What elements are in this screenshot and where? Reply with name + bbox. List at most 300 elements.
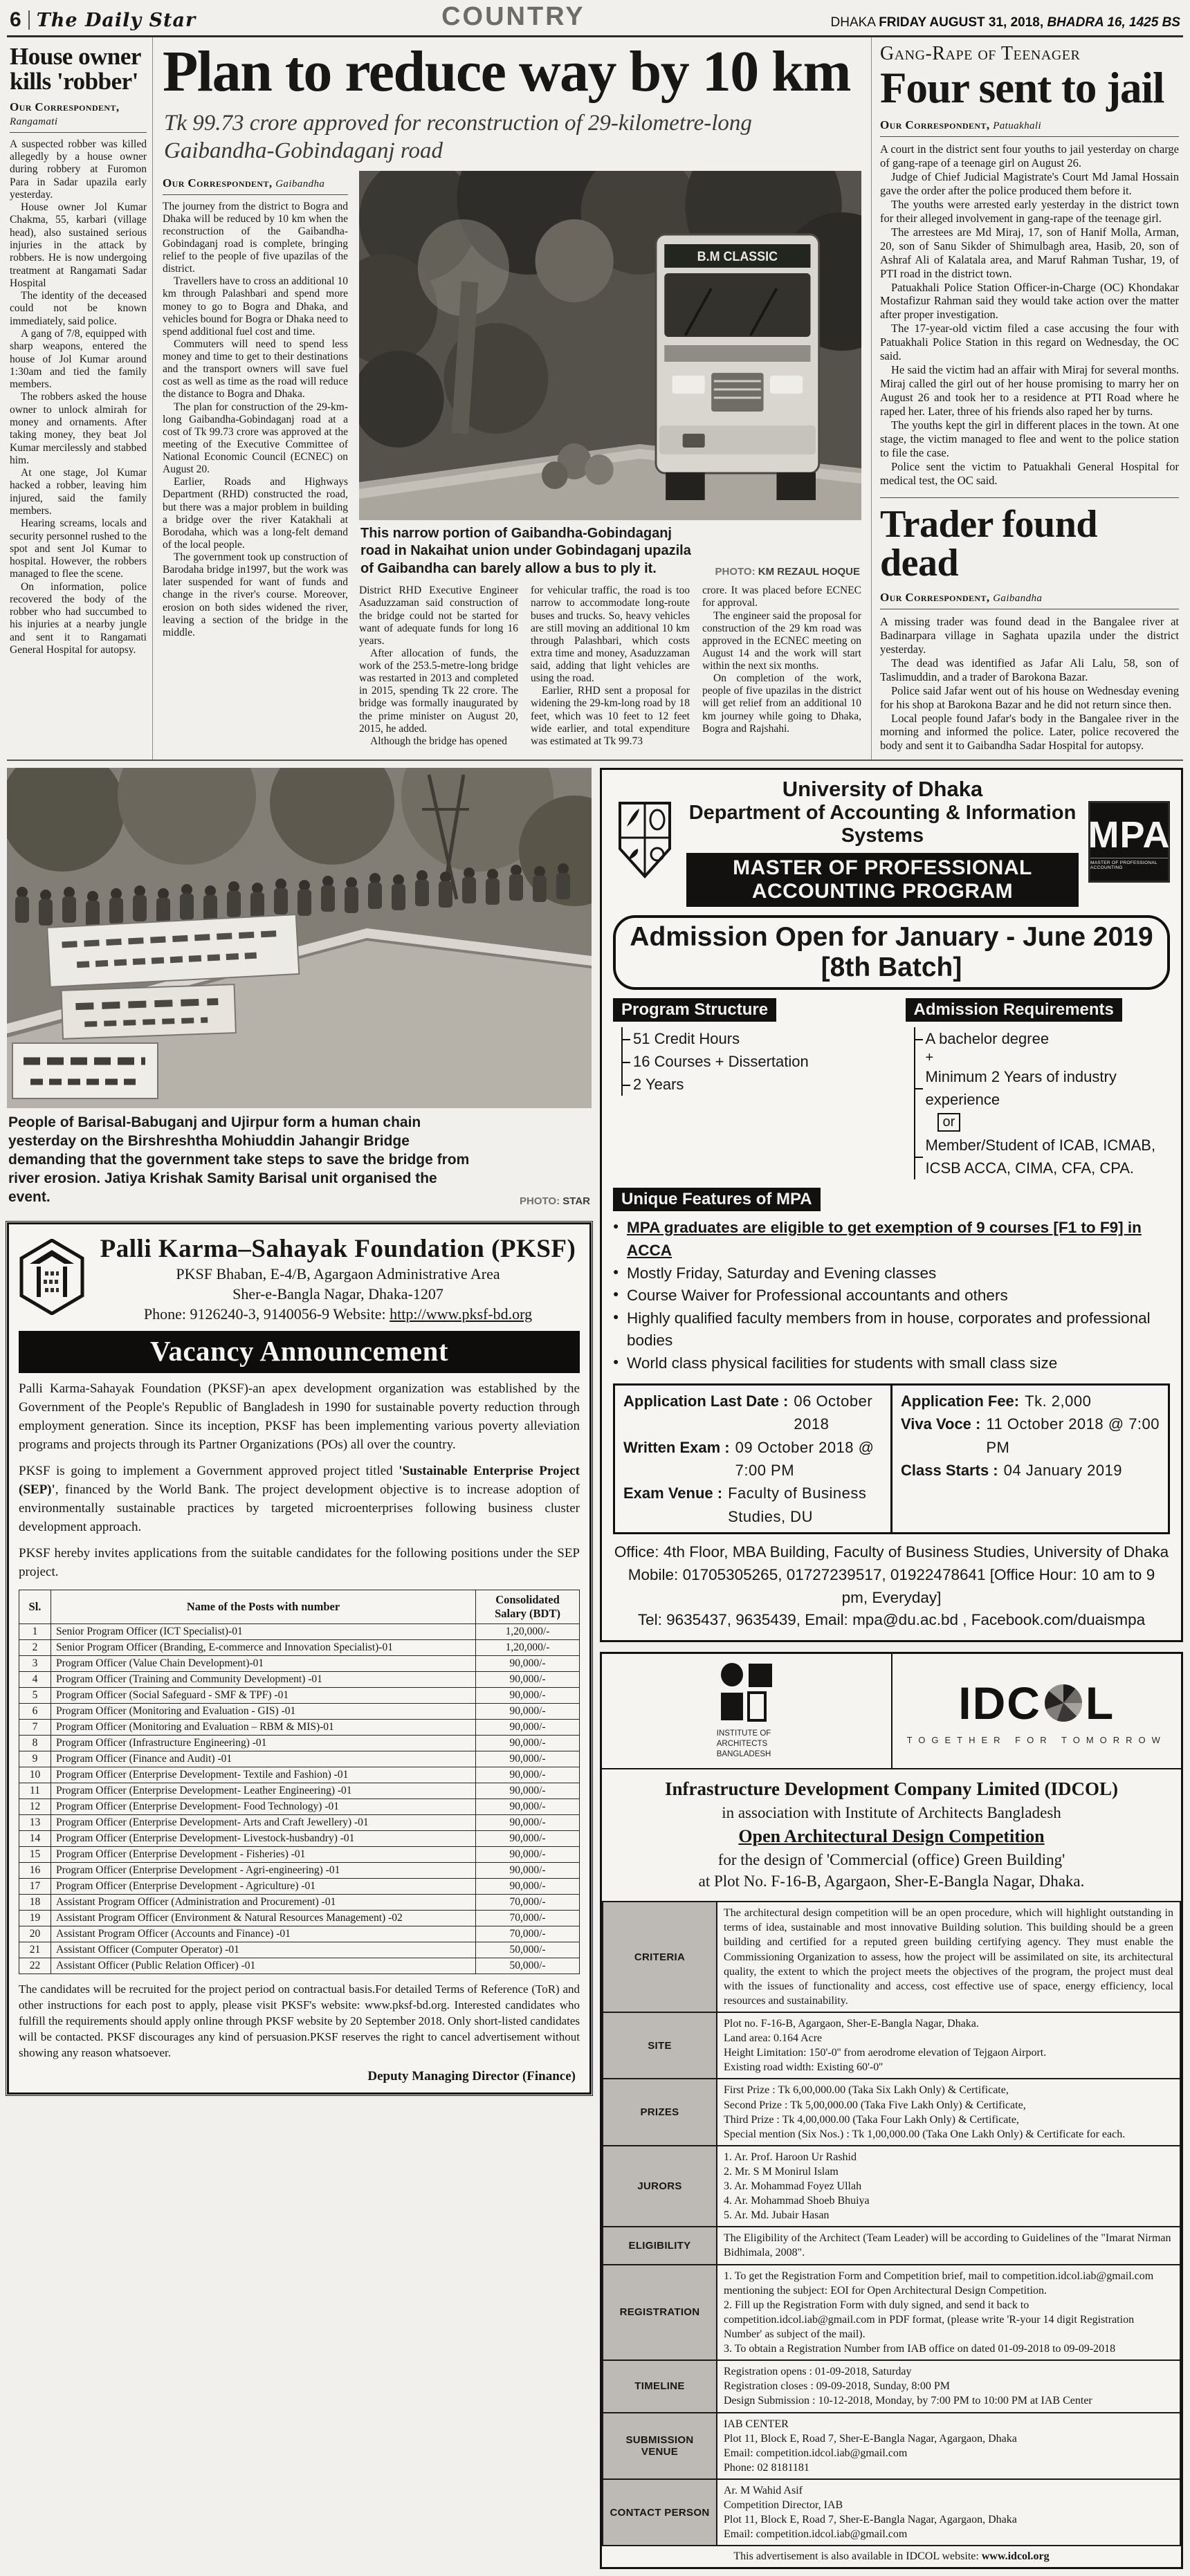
bus-photo-caption-row xyxy=(359,520,861,585)
main-subhead: Tk 99.73 crore approved for reconstruction of 29-kilometre-long Gaibandha-Gobindaganj road xyxy=(164,111,752,164)
pksf-phone-line xyxy=(96,1304,580,1324)
idcol-logo-fan-icon xyxy=(1045,1684,1082,1722)
mpa-office-block xyxy=(613,1541,1170,1632)
content-line: Third Prize : Tk 4,00,000.00 (Taka Four Lakh Only) & Certificate, xyxy=(724,2113,1019,2126)
pksf-table-body xyxy=(19,1623,580,1974)
mpa-features-heading: Unique Features of MPA xyxy=(613,1188,821,1211)
list-item: Minimum 2 Years of industry experience xyxy=(915,1065,1171,1111)
iab-logo-text: INSTITUTE OF ARCHITECTS BANGLADESH xyxy=(716,1729,771,1758)
paragraph: On completion of the work, people of five upazilas in the district will get relief from an additional 10 km journey while going to Dhaka, Bogra and Rajshahi. xyxy=(702,672,861,735)
table-row xyxy=(19,1655,580,1671)
cell-salary: 90,000/- xyxy=(476,1862,580,1878)
iab-logo xyxy=(717,1662,776,1760)
pksf-website-link[interactable]: http://www.pksf-bd.org xyxy=(390,1305,533,1323)
paragraph: A suspected robber was killed allegedly by a house owner during robbery at Furomon Para in Sadar upazila early yesterday. xyxy=(10,138,147,201)
cell-sl: 6 xyxy=(19,1703,51,1719)
content-line: 3. Ar. Mohammad Foyez Ullah xyxy=(724,2180,862,2193)
cell-salary: 90,000/- xyxy=(476,1751,580,1767)
mpa-logo xyxy=(1088,801,1170,883)
cell-post-name: Program Officer (Value Chain Development)-01 xyxy=(51,1655,476,1671)
byline-location: Rangamati xyxy=(10,116,58,127)
main-article-column-1 xyxy=(163,171,348,748)
cell-salary: 90,000/- xyxy=(476,1671,580,1687)
feature-bullet: ● World class physical facilities for students with small class size xyxy=(613,1352,1170,1375)
paragraph: The engineer said the proposal for construction of the 29 km road was approved in the ECNEC meeting on August 14 and the work will start within the next six months. xyxy=(702,609,861,672)
content-line: 4. Ar. Mohammad Shoeb Bhuiya xyxy=(724,2195,870,2207)
cell-salary: 50,000/- xyxy=(476,1942,580,1958)
cell-post-name: Assistant Program Officer (Accounts and Finance) -01 xyxy=(51,1926,476,1942)
content-line: 1. Ar. Prof. Haroon Ur Rashid xyxy=(724,2151,857,2163)
mpa-header xyxy=(613,777,1170,907)
paragraph: Commuters will need to spend less money and time to get to their destinations and the transport owners will save fuel cost as well as time as the road will reduce the distance to Bogra and Dhaka. xyxy=(163,338,348,401)
photo-credit xyxy=(715,566,860,578)
pksf-paragraph-2: PKSF is going to implement a Government approved project titled 'Sustainable Enterprise Project (SEP)', financed by the World Bank. The project development objective is to increase adoption of environmentally sustainable practices by targeted microenterprises following business cluster development approach. xyxy=(19,1463,580,1534)
paragraph: Earlier, Roads and Highways Department (RHD) constructed the road, but there was a major problem in building a bridge over the river Katakhali at Borodaha, which was a long-felt demand of the local people. xyxy=(163,476,348,551)
table-header-row xyxy=(19,1590,580,1623)
cell-sl: 21 xyxy=(19,1942,51,1958)
bottom-right-column xyxy=(600,768,1183,2569)
paragraph: Although the bridge has opened xyxy=(370,735,508,747)
bottom-area xyxy=(7,761,1183,2569)
iab-logo-cell xyxy=(602,1654,891,1768)
idcol-title-block xyxy=(602,1769,1181,1901)
feature-bullet: ● Mostly Friday, Saturday and Evening classes xyxy=(613,1262,1170,1285)
column-header-salary: Consolidated Salary (BDT) xyxy=(476,1590,580,1623)
idcol-title-4: for the design of 'Commercial (office) Green Building' xyxy=(717,1850,1065,1868)
content-line: IAB CENTER xyxy=(724,2418,789,2430)
paragraph: House owner Jol Kumar Chakma, 55, karbari (village head), also sustained serious injuries in the attack by robbers. He is now undergoing treatment at Rangamati Sadar Hospital xyxy=(10,201,147,289)
pksf-positions-table xyxy=(19,1590,580,1974)
cell-post-name: Assistant Program Officer (Environment & Natural Resources Management) -02 xyxy=(51,1910,476,1926)
row-content xyxy=(724,2016,1173,2074)
cell-sl: 15 xyxy=(19,1846,51,1862)
paragraph: The plan for construction of the 29-km-long Gaibandha-Gobindaganj road at a cost of Tk 99.73 crore was approved at the meeting of the Executive Committee of National Economic Council (ECNEC) on August 20. xyxy=(163,401,348,476)
mpa-structure-list xyxy=(621,1027,878,1096)
paragraph: At one stage, Jol Kumar hacked a robber, leaving him injured, said the family members. xyxy=(10,467,147,517)
feature-bullet: ● Highly qualified faculty members from in house, corporates and professional bodies xyxy=(613,1307,1170,1352)
idcol-title-5: at Plot No. F-16-B, Agargaon, Sher-E-Bangla Nagar, Dhaka. xyxy=(698,1873,1085,1890)
idcol-logo xyxy=(907,1677,1166,1745)
content-line: Plot no. F-16-B, Agargaon, Sher-E-Bangla Nagar, Dhaka. xyxy=(724,2017,979,2030)
content-line: Email: competition.idcol.iab@gmail.com xyxy=(724,2447,908,2459)
article-headline: Trader found dead xyxy=(880,502,1097,585)
table-row xyxy=(19,1910,580,1926)
paragraph: Hearing screams, locals and security personnel rushed to the spot and sent Jol Kumar to hospital. However, the robbers managed to flee the scene. xyxy=(10,517,147,580)
mpa-logo-text: MPA xyxy=(1088,814,1171,856)
mpa-header-text xyxy=(686,777,1079,907)
article-house-owner xyxy=(7,37,152,760)
mpa-features-list xyxy=(613,1217,1170,1374)
cell-sl: 4 xyxy=(19,1671,51,1687)
table-row xyxy=(19,1687,580,1703)
cell-salary: 90,000/- xyxy=(476,1830,580,1846)
row-label: REGISTRATION xyxy=(603,2265,717,2361)
table-row xyxy=(19,1671,580,1687)
mpa-program-structure xyxy=(613,998,878,1179)
content-line: Existing road width: Existing 60'-0'' xyxy=(724,2061,883,2074)
table-row xyxy=(19,1767,580,1783)
content-line: The Eligibility of the Architect (Team Leader) will be according to Guidelines of the "Imarat Nirman Bidhimala, 2008". xyxy=(724,2232,1171,2259)
cell-salary: 90,000/- xyxy=(476,1703,580,1719)
table-row xyxy=(19,1798,580,1814)
paragraph: The youths kept the girl in different places in the town. At one stage, the victim managed to flee and went to the police station to file the case. xyxy=(880,418,1179,459)
cell-post-name: Program Officer (Enterprise Development- Textile and Fashion) -01 xyxy=(51,1767,476,1783)
cell-sl: 9 xyxy=(19,1751,51,1767)
cell-post-name: Program Officer (Enterprise Development- Arts and Craft Jewellery) -01 xyxy=(51,1814,476,1830)
table-row xyxy=(19,1926,580,1942)
mpa-university: University of Dhaka xyxy=(782,777,983,802)
mpa-admission-requirements xyxy=(906,998,1171,1179)
article-body xyxy=(880,615,1179,753)
banner-2 xyxy=(62,984,236,1039)
bus-photo xyxy=(359,171,861,520)
byline: Our Correspondent, Rangamati xyxy=(10,100,120,127)
cell-post-name: Program Officer (Enterprise Development - Fisheries) -01 xyxy=(51,1846,476,1862)
cell-post-name: Program Officer (Finance and Audit) -01 xyxy=(51,1751,476,1767)
mpa-two-columns xyxy=(613,998,1170,1179)
article-headline: House owner kills 'robber' xyxy=(10,43,141,95)
pksf-project-title: 'Sustainable Enterprise Project (SEP)' xyxy=(19,1463,580,1497)
cell-salary: 90,000/- xyxy=(476,1687,580,1703)
cell-salary: 70,000/- xyxy=(476,1894,580,1910)
table-row xyxy=(19,1846,580,1862)
or-box: or xyxy=(937,1113,961,1132)
table-row xyxy=(19,1814,580,1830)
paper-logo: The Daily Star xyxy=(36,9,196,31)
cell-salary: 90,000/- xyxy=(476,1846,580,1862)
cell-post-name: Assistant Program Officer (Administration and Procurement) -01 xyxy=(51,1894,476,1910)
cell-sl: 2 xyxy=(19,1639,51,1655)
photo-credit xyxy=(520,1195,590,1207)
table-row xyxy=(19,1830,580,1846)
cell-post-name: Program Officer (Social Safeguard - SMF & TPF) -01 xyxy=(51,1687,476,1703)
article-kicker: Gang-Rape of Teenager xyxy=(880,43,1081,64)
info-row: Class Starts : 04 January 2019 xyxy=(901,1462,1123,1480)
cell-sl: 11 xyxy=(19,1783,51,1798)
pksf-vacancy-ad xyxy=(7,1222,592,2095)
cell-sl: 20 xyxy=(19,1926,51,1942)
content-line: Competition Director, IAB xyxy=(724,2499,843,2512)
table-row xyxy=(19,1958,580,1974)
paragraph: District RHD Executive Engineer Asaduzzaman said construction of the bridge could not be started for want of adequate funds for long 16 years. xyxy=(359,585,518,647)
info-row: Viva Voce : 11 October 2018 @ 7:00 PM xyxy=(901,1415,1160,1456)
main-article-column-4 xyxy=(702,585,861,748)
paragraph: The 17-year-old victim filed a case accusing the four with Patuakhali Police Station in this regard on Wednesday, the OC said. xyxy=(880,322,1179,363)
row-content xyxy=(724,2483,1173,2541)
human-chain-caption-row xyxy=(7,1108,592,1215)
bus-photo-illustration xyxy=(359,171,861,520)
mpa-admission-banner: Admission Open for January - June 2019 [8th Batch] xyxy=(613,915,1170,990)
idcol-details-table xyxy=(602,1901,1181,2546)
masthead xyxy=(7,4,1183,37)
table-row-criteria xyxy=(603,1902,1180,2012)
table-row-timeline xyxy=(603,2360,1180,2412)
cell-sl: 17 xyxy=(19,1878,51,1894)
pksf-address-1: PKSF Bhaban, E-4/B, Agargaon Administrative Area xyxy=(176,1264,500,1282)
cell-post-name: Program Officer (Infrastructure Engineering) -01 xyxy=(51,1735,476,1751)
cell-post-name: Senior Program Officer (ICT Specialist)-01 xyxy=(51,1623,476,1639)
mpa-office-line-2: Mobile: 01705305265, 01727239517, 01922478641 [Office Hour: 10 am to 9 pm, Everyday] xyxy=(628,1565,1155,1606)
cell-post-name: Program Officer (Enterprise Development - Agri-engineering) -01 xyxy=(51,1862,476,1878)
content-line: 1. To get the Registration Form and Competition brief, mail to competition.idcol.iab@gmail.com mentioning the subject: EOI for Open Architectural Design Competition. xyxy=(724,2270,1154,2297)
row-content xyxy=(724,2417,1173,2475)
content-line: The architectural design competition will be an open procedure, which will highlight outstanding in terms of idea, sustainable and most innovative Building solution. This building should be a green building and certified for a reputed green building certifying agency. They must enable the Commissioning Organization to assess, how the project will be assimilated on site, its architectural quality, the extent to which the project meets the objectives of the program, the project must deal with the issues of functionality and access, cost effective use of space, energy efficiency, local resources and sustainability. xyxy=(724,1907,1173,2007)
right-column xyxy=(872,37,1183,760)
masthead-divider xyxy=(28,10,30,30)
main-article-right xyxy=(359,171,861,748)
byline-block xyxy=(880,585,1179,609)
row-label: CONTACT PERSON xyxy=(603,2479,717,2546)
content-line: 2. Fill up the Registration Form with duly signed, and send it back to competition.idcol.iab@gmail.com in PDF format, (please write 'R-your 14 digit Registration Number' as subject of the mail). xyxy=(724,2299,1135,2341)
row-label: ELIGIBILITY xyxy=(603,2227,717,2264)
table-row xyxy=(19,1703,580,1719)
byline-location: Gaibandha xyxy=(275,178,325,190)
row-label: CRITERIA xyxy=(603,1902,717,2012)
paragraph: The robbers asked the house owner to unlock almirah for money and ornaments. After taking money, they beat Jol Kumar mercilessly and stabbed him. xyxy=(10,391,147,466)
list-item: A bachelor degree xyxy=(915,1027,1171,1050)
cell-post-name: Assistant Officer (Computer Operator) -01 xyxy=(51,1942,476,1958)
content-line: Ar. M Wahid Asif xyxy=(724,2485,803,2497)
paragraph: After allocation of funds, the work of the 253.5-metre-long bridge was restarted in 2013 and completed in 2015, spending Tk 22 crore. The bridge was formally inaugurated by the prime minister on August 20, 2015, he added. xyxy=(359,647,518,735)
byline-block xyxy=(10,95,147,133)
paragraph: for vehicular traffic, the road is too narrow to accommodate long-route buses and trucks. So, heavy vehicles are still moving an additional 10 km through Palashbari, which costs extra time and money, Asaduzzaman said, adding that light vehicles are using the road. xyxy=(531,585,690,685)
mpa-logo-subtext: MASTER OF PROFESSIONAL ACCOUNTING xyxy=(1090,858,1168,870)
cell-salary: 70,000/- xyxy=(476,1910,580,1926)
mpa-office-line-3: Tel: 9635437, 9635439, Email: mpa@du.ac.bd , Facebook.com/duaismpa xyxy=(637,1611,1146,1629)
content-line: Second Prize : Tk 5,00,000.00 (Taka Five Lakh Only) & Certificate, xyxy=(724,2099,1026,2111)
article-headline: Four sent to jail xyxy=(880,64,1164,112)
table-row-prizes xyxy=(603,2079,1180,2145)
content-line: Design Submission : 10-12-2018, Monday, by 7:00 PM to 10:00 PM at IAB Center xyxy=(724,2395,1092,2407)
cell-post-name: Program Officer (Enterprise Development- Food Technology) -01 xyxy=(51,1798,476,1814)
main-headline: Plan to reduce way by 10 km xyxy=(163,39,850,104)
mpa-requirements-heading: Admission Requirements xyxy=(906,998,1122,1022)
cell-sl: 14 xyxy=(19,1830,51,1846)
section-title: COUNTRY xyxy=(441,2,585,31)
mpa-features xyxy=(613,1188,1170,1374)
mpa-admission-ad xyxy=(600,768,1183,1642)
page-number: 6 xyxy=(10,8,21,31)
pksf-header-text xyxy=(96,1234,580,1324)
cell-post-name: Senior Program Officer (Branding, E-commerce and Innovation Specialist)-01 xyxy=(51,1639,476,1655)
cell-salary: 90,000/- xyxy=(476,1783,580,1798)
date-city: DHAKA xyxy=(830,15,875,30)
table-row-eligibility xyxy=(603,2227,1180,2264)
pksf-address-2: Sher-e-Bangla Nagar, Dhaka-1207 xyxy=(232,1285,443,1303)
table-row xyxy=(19,1639,580,1655)
banner-1 xyxy=(47,914,299,987)
idcol-website-link[interactable]: www.idcol.org xyxy=(981,2550,1050,2563)
paragraph: Police sent the victim to Patuakhali General Hospital for medical test, the OC said. xyxy=(880,459,1179,487)
paragraph: On information, police recovered the body of the robber who had succumbed to his injuries at a nearby jungle and sent it to Rangamati General Hospital for autopsy. xyxy=(10,580,147,656)
paragraph: The arrestees are Md Miraj, 17, son of Hanif Molla, Arman, 20, son of Sanu Sikder of Shimulbagh area, Hasib, 20, son of Ashraf Ali of Kalatala area, and Maruf Rahman Tushar, 19, of PTI road in the district town. xyxy=(880,225,1179,280)
table-row xyxy=(19,1735,580,1751)
paragraph: Travellers have to cross an additional 10 km through Palashbari and spend more money to go to Bogra and Dhaka, and vehicles bound for Bogra or Dhaka need to spend additional fuel cost and time. xyxy=(163,275,348,338)
pksf-footer-note: The candidates will be recruited for the project period on contractual basis.For detailed Terms of Reference (ToR) and other instructions for each post to apply, please visit PKSF's website: www.pksf-bd.org. Interested candidates who fulfill the requirements should apply online through PKSF website by 20 September 2018. Only short-listed candidates will be contacted. PKSF discourages any kind of persuasion.PKSF reserves the right to cancel advertisement without showing any reason whatsoever. xyxy=(19,1982,580,2059)
info-row: Exam Venue : Faculty of Business Studies, DU xyxy=(623,1484,867,1525)
human-chain-illustration xyxy=(7,768,592,1108)
pksf-org-name: Palli Karma–Sahayak Foundation (PKSF) xyxy=(100,1234,576,1263)
date-line xyxy=(831,15,1180,32)
mpa-program-banner: MASTER OF PROFESSIONAL ACCOUNTING PROGRAM xyxy=(686,853,1079,907)
main-article-column-2 xyxy=(359,585,518,748)
list-item: 2 Years xyxy=(623,1073,878,1096)
cell-sl: 1 xyxy=(19,1623,51,1639)
table-row xyxy=(19,1751,580,1767)
idcol-footer xyxy=(602,2546,1181,2567)
iab-logo-icon xyxy=(717,1662,776,1722)
cell-salary: 90,000/- xyxy=(476,1798,580,1814)
cell-post-name: Assistant Officer (Public Relation Officer) -01 xyxy=(51,1958,476,1974)
column-header-name: Name of the Posts with number xyxy=(51,1590,476,1623)
idcol-tagline: TOGETHER FOR TOMORROW xyxy=(906,1734,1166,1745)
row-label: SITE xyxy=(603,2012,717,2079)
photo-caption: People of Barisal-Babuganj and Ujirpur form a human chain yesterday on the Birshreshtha Mohiuddin Jahangir Bridge demanding that the government take steps to save the bridge from river erosion. Jatiya Krishak Samity Barisal unit organised the event. xyxy=(8,1114,470,1205)
main-article-body xyxy=(163,171,861,748)
paragraph: The dead was identified as Jafar Ali Lalu, 58, son of Taslimuddin, and a trader of Barokona Bazar. xyxy=(880,656,1179,683)
content-line: Special mention (Six Nos.) : Tk 1,00,000.00 (Taka One Lakh Only) & Certificate for each. xyxy=(724,2128,1126,2140)
cell-salary: 90,000/- xyxy=(476,1878,580,1894)
row-content xyxy=(724,2364,1173,2408)
main-article-column-3 xyxy=(531,585,690,748)
paragraph: The government took up construction of Barodaha bridge in1997, but the work was later suspended for want of funds and change in the river's course. Moreover, erosion on both sides widened the river, leaving a section of the bridge in the middle. xyxy=(163,551,348,638)
paragraph: Local people found Jafar's body in the Bangalee river in the morning and informed the police. Later, police recovered the body and sent it to Gaibandha Sadar Hospital for autopsy. xyxy=(880,711,1179,753)
byline-location: Gaibandha xyxy=(993,592,1043,604)
cell-salary: 90,000/- xyxy=(476,1814,580,1830)
paragraph: The journey from the district to Bogra and Dhaka will be reduced by 10 km when the reconstruction of the Gaibandha-Gobindaganj road is complete, bringing relief to the people of five upazilas of the district. xyxy=(163,200,348,275)
cell-sl: 19 xyxy=(19,1910,51,1926)
mpa-office-line-1: Office: 4th Floor, MBA Building, Faculty of Business Studies, University of Dhaka xyxy=(614,1543,1169,1561)
paragraph: A court in the district sent four youths to jail yesterday on charge of gang-rape of a teenage girl on August 26. xyxy=(880,142,1179,169)
table-row xyxy=(19,1894,580,1910)
cell-post-name: Program Officer (Enterprise Development- Livestock-husbandry) -01 xyxy=(51,1830,476,1846)
article-divider xyxy=(880,497,1179,498)
mpa-info-table xyxy=(613,1383,1170,1535)
feature-bullet: ● MPA graduates are eligible to get exemption of 9 courses [F1 to F9] in ACCA xyxy=(613,1217,1170,1262)
row-content xyxy=(724,2150,1173,2223)
paragraph: Police said Jafar went out of his house on Wednesday evening for his shop at Barokona Bazar and he did not return since then. xyxy=(880,683,1179,711)
cell-salary: 90,000/- xyxy=(476,1767,580,1783)
cell-salary: 1,20,000/- xyxy=(476,1623,580,1639)
pksf-logo-icon xyxy=(19,1239,85,1318)
cell-sl: 7 xyxy=(19,1719,51,1735)
table-row-contact-person xyxy=(603,2479,1180,2546)
paragraph: The identity of the deceased could not be known immediately, said police. xyxy=(10,290,147,327)
list-item: 16 Courses + Dissertation xyxy=(623,1050,878,1073)
idcol-title-2: in association with Institute of Architects Bangladesh xyxy=(722,1804,1061,1822)
info-row: Written Exam : 09 October 2018 @ 7:00 PM xyxy=(623,1438,875,1480)
idcol-logo-word: IDC L xyxy=(958,1677,1115,1729)
cell-salary: 90,000/- xyxy=(476,1735,580,1751)
pksf-header xyxy=(19,1231,580,1328)
byline-location: Patuakhali xyxy=(993,120,1042,131)
feature-bullet: ● Course Waiver for Professional accountants and others xyxy=(613,1285,1170,1307)
content-line: Email: competition.idcol.iab@gmail.com xyxy=(724,2528,908,2541)
cell-salary: 90,000/- xyxy=(476,1719,580,1735)
row-content xyxy=(724,1906,1173,2008)
row-label: JURORS xyxy=(603,2146,717,2227)
main-article-columns xyxy=(359,585,861,748)
row-content xyxy=(724,2231,1173,2260)
idcol-competition-ad xyxy=(600,1652,1183,2570)
photo-credit-name: STAR xyxy=(562,1195,590,1207)
idcol-logo-cell xyxy=(891,1654,1182,1768)
cell-post-name: Program Officer (Monitoring and Evaluation – RBM & MIS)-01 xyxy=(51,1719,476,1735)
mpa-requirements-list xyxy=(914,1027,1171,1179)
byline-block xyxy=(880,113,1179,137)
article-plan-to-reduce xyxy=(152,37,872,760)
table-row xyxy=(19,1862,580,1878)
cell-sl: 16 xyxy=(19,1862,51,1878)
content-line: Plot 11, Block E, Road 7, Sher-E-Bangla Nagar, Agargaon, Dhaka xyxy=(724,2514,1017,2526)
cell-post-name: Program Officer (Training and Community Development) -01 xyxy=(51,1671,476,1687)
idcol-logos-row xyxy=(602,1654,1181,1769)
cell-post-name: Program Officer (Enterprise Development - Agriculture) -01 xyxy=(51,1878,476,1894)
cell-salary: 50,000/- xyxy=(476,1958,580,1974)
content-line: 5. Ar. Md. Jubair Hasan xyxy=(724,2209,830,2222)
cell-salary: 90,000/- xyxy=(476,1655,580,1671)
idcol-title-3: Open Architectural Design Competition xyxy=(738,1825,1045,1846)
cell-post-name: Program Officer (Monitoring and Evaluation - GIS) -01 xyxy=(51,1703,476,1719)
cell-sl: 10 xyxy=(19,1767,51,1783)
content-line: 3. To obtain a Registration Number from IAB office on dated 01-09-2018 to 09-09-2018 xyxy=(724,2343,1116,2355)
pksf-phone-text: Phone: 9126240-3, 9140056-9 Website: xyxy=(143,1305,390,1323)
photo-caption: This narrow portion of Gaibandha-Gobindaganj road in Nakaihat union under Gobindaganj upazila of Gaibandha can barely allow a bus to ply it. xyxy=(360,525,691,576)
article-body xyxy=(10,138,147,657)
cell-post-name: Program Officer (Enterprise Development- Leather Engineering) -01 xyxy=(51,1783,476,1798)
pksf-paragraph-1: Palli Karma-Sahayak Foundation (PKSF)-an apex development organization was established by the Government of the People's Republic of Bangladesh in 1990 for sustainable poverty reduction through employment generation. Since its inception, PKSF has been implementing various poverty alleviation programs and projects through its Partner Organizations (POs) all over the country. xyxy=(19,1381,580,1452)
table-row-registration xyxy=(603,2265,1180,2361)
banner-3 xyxy=(12,1043,158,1098)
byline: Our Correspondent, Patuakhali xyxy=(880,118,1042,131)
paragraph: Patuakhali Police Station Officer-in-Charge (OC) Khondakar Mostafizur Rahman said they would take action over the matter after proper investigation. xyxy=(880,280,1179,322)
article-body xyxy=(880,142,1179,488)
human-chain-photo xyxy=(7,768,592,1108)
content-line: Plot 11, Block E, Road 7, Sher-E-Bangla Nagar, Agargaon, Dhaka xyxy=(724,2432,1017,2445)
content-line: Registration closes : 09-09-2018, Sunday, 8:00 PM xyxy=(724,2380,950,2393)
mpa-structure-heading: Program Structure xyxy=(613,998,776,1022)
content-line: Phone: 02 8181181 xyxy=(724,2461,809,2474)
masthead-left xyxy=(10,8,196,32)
top-stories-row xyxy=(7,37,1183,761)
row-label: PRIZES xyxy=(603,2079,717,2145)
content-line: Registration opens : 01-09-2018, Saturday xyxy=(724,2366,912,2378)
info-row: Application Last Date : 06 October 2018 xyxy=(623,1392,873,1433)
content-line: First Prize : Tk 6,00,000.00 (Taka Six Lakh Only) & Certificate, xyxy=(724,2084,1009,2097)
table-row xyxy=(19,1783,580,1798)
photo-credit-label: PHOTO: xyxy=(520,1195,560,1207)
mpa-info-left xyxy=(615,1386,890,1533)
table-row-site xyxy=(603,2012,1180,2079)
row-content xyxy=(724,2083,1173,2141)
pksf-vacancy-banner: Vacancy Announcement xyxy=(19,1331,580,1373)
pksf-signature: Deputy Managing Director (Finance) xyxy=(367,2069,576,2084)
info-row: Application Fee: Tk. 2,000 xyxy=(901,1392,1092,1410)
table-row xyxy=(19,1623,580,1639)
paragraph: The youths were arrested early yesterday in the district town for their alleged involvement in gang-rape of the teenage girl. xyxy=(880,197,1179,225)
cell-salary: 70,000/- xyxy=(476,1926,580,1942)
cell-salary: 1,20,000/- xyxy=(476,1639,580,1655)
content-line: Land area: 0.164 Acre xyxy=(724,2032,823,2045)
photo-credit-name: KM REZAUL HOQUE xyxy=(758,566,860,578)
column-header-sl: Sl. xyxy=(19,1590,51,1623)
content-line: Height Limitation: 150'-0'' from aerodrome elevation of Tejgaon Airport. xyxy=(724,2047,1047,2059)
dhaka-university-logo xyxy=(613,799,677,885)
cell-sl: 18 xyxy=(19,1894,51,1910)
list-item: Member/Student of ICAB, ICMAB, ICSB ACCA, CIMA, CFA, CPA. xyxy=(915,1134,1171,1179)
table-row xyxy=(19,1878,580,1894)
pksf-paragraph-3: PKSF hereby invites applications from the suitable candidates for the following positions under the SEP project. xyxy=(19,1545,580,1579)
